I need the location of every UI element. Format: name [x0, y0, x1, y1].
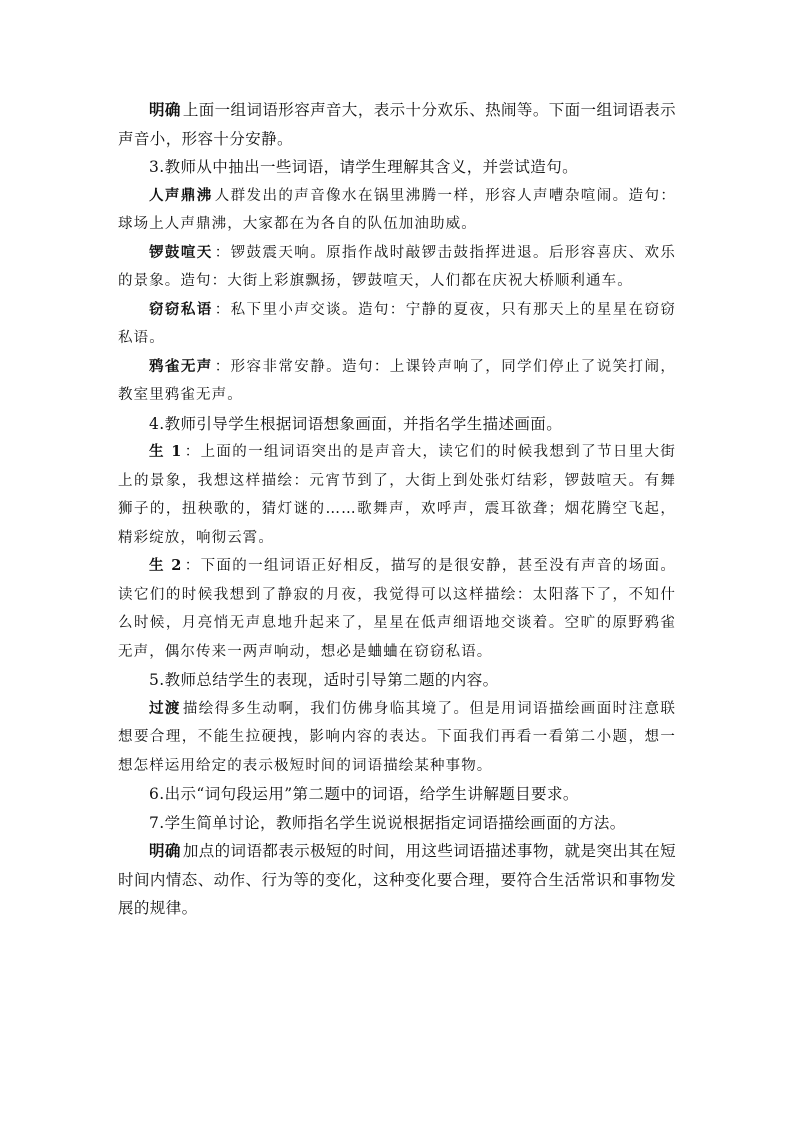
term-label: 锣鼓喧天 — [149, 243, 213, 261]
paragraph-text: ：形容非常安静。造句：上课铃声响了，同学们停止了说笑打闹，教室里鸦雀无声。 — [118, 358, 676, 403]
paragraph-text: 上面一组词语形容声音大，表示十分欢乐、热闹等。下面一组词语表示声音小，形容十分安静。 — [118, 101, 676, 148]
paragraph-transition — [118, 695, 676, 781]
paragraph-idiom-yaque — [118, 353, 676, 410]
paragraph-text: 5.教师总结学生的表现，适时引导第二题的内容。 — [149, 671, 499, 689]
term-label: 明确 — [149, 841, 181, 860]
paragraph-step-5 — [118, 666, 676, 695]
term-label: 人声鼎沸 — [149, 186, 213, 204]
term-label: 过渡 — [149, 699, 181, 717]
term-label: 明确 — [149, 100, 181, 119]
paragraph-idiom-rensheng — [118, 182, 676, 239]
paragraph-text: ：下面的一组词语正好相反，描写的是很安静，甚至没有声音的场面。读它们的时候我想到了静寂的月夜，我觉得可以这样描绘：太阳落下了，不知什么时候，月亮悄无声息地升起来了，星星在低声细语地交谈着。空旷的原野鸦雀无声，偶尔传来一两声响动，想必是蛐蛐在窃窃私语。 — [118, 558, 676, 660]
paragraph-text: 4.教师引导学生根据词语想象画面，并指名学生描述画面。 — [149, 414, 563, 433]
paragraph-text: 人群发出的声音像水在锅里沸腾一样，形容人声嘈杂喧闹。造句：球场上人声鼎沸，大家都在为各自的队伍加油助威。 — [118, 187, 676, 232]
paragraph-student-2 — [118, 552, 676, 666]
paragraph-step-4 — [118, 410, 676, 439]
paragraph-idiom-luogu — [118, 239, 676, 296]
paragraph-step-7 — [118, 809, 676, 838]
paragraph-text: ：私下里小声交谈。造句：宁静的夏夜，只有那天上的星星在窃窃私语。 — [118, 301, 676, 346]
term-label: 窃窃私语 — [149, 300, 213, 318]
paragraph-idiom-qieqie — [118, 296, 676, 353]
paragraph-text: 7.学生简单讨论，教师指名学生说说根据指定词语描绘画面的方法。 — [149, 813, 626, 832]
paragraph-text: 6.出示“词句段运用”第二题中的词语，给学生讲解题目要求。 — [149, 785, 579, 803]
document-page — [118, 96, 676, 923]
paragraph-text: 3.教师从中抽出一些词语，请学生理解其含义，并尝试造句。 — [149, 158, 578, 176]
paragraph-text: 加点的词语都表示极短的时间，用这些词语描述事物，就是突出其在短时间内情态、动作、行为等的变化，这种变化要合理，要符合生活常识和事物发展的规律。 — [118, 842, 676, 917]
paragraph-mingque-2 — [118, 837, 676, 923]
paragraph-step-3 — [118, 153, 676, 182]
paragraph-text: ：锣鼓震天响。原指作战时敲锣击鼓指挥进退。后形容喜庆、欢乐的景象。造句：大街上彩旗飘扬，锣鼓喧天，人们都在庆祝大桥顺利通车。 — [118, 244, 676, 289]
term-label: 生 1 — [149, 443, 183, 460]
paragraph-mingque-1 — [118, 96, 676, 153]
paragraph-student-1 — [118, 438, 676, 552]
paragraph-step-6 — [118, 780, 676, 809]
paragraph-text: ：上面的一组词语突出的是声音大，读它们的时候我想到了节日里大街上的景象，我想这样描绘：元宵节到了，大街上到处张灯结彩，锣鼓喧天。有舞狮子的，扭秧歌的，猜灯谜的……歌舞声，欢呼声，震耳欲聋；烟花腾空飞起，精彩绽放，响彻云霄。 — [118, 444, 676, 546]
term-label: 生 2 — [149, 557, 183, 574]
term-label: 鸦雀无声 — [149, 357, 213, 375]
paragraph-text: 描绘得多生动啊，我们仿佛身临其境了。但是用词语描绘画面时注意联想要合理，不能生拉硬拽，影响内容的表达。下面我们再看一看第二小题，想一想怎样运用给定的表示极短时间的词语描绘某种事物。 — [118, 700, 676, 774]
